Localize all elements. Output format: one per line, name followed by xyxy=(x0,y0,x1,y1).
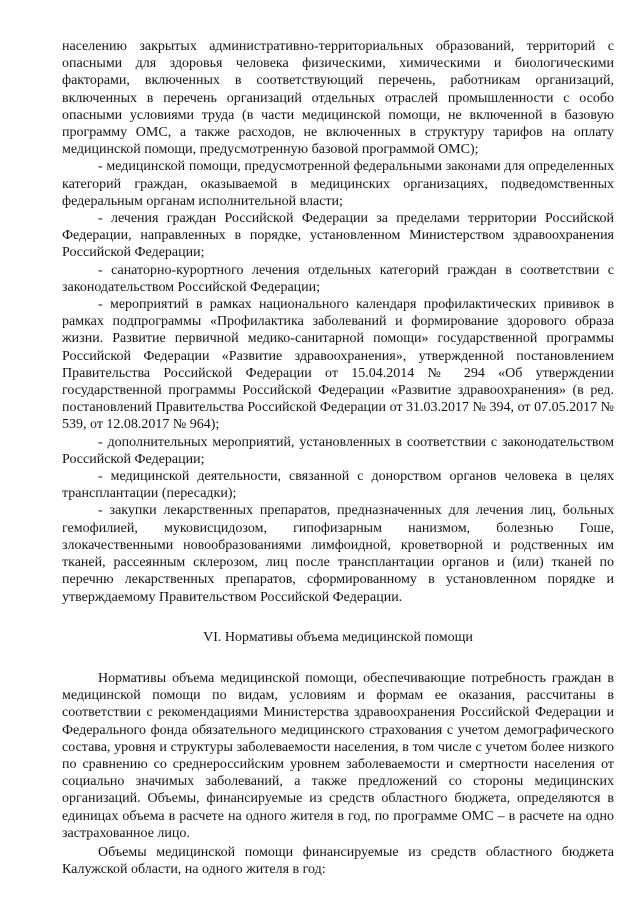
paragraph-organ-donation: - медицинской деятельности, связанной с донорством органов человека в целях трансплантации (пересадки); xyxy=(62,469,614,502)
document-page xyxy=(62,38,614,878)
paragraph-drug-procurement: - закупки лекарственных препаратов, предназначенных для лечения лиц, больных гемофилией, муковисцидозом, гипофизарным нанизмом, болезнью Гоше, злокачественными новообразованиями лимфоидной, кроветворной и родственных им тканей, рассеянным склерозом, лиц после трансплантации органов и (или) тканей по перечню лекарственных препаратов, сформированному в установленном порядке и утверждаемому Правительством Российской Федерации. xyxy=(62,503,614,605)
paragraph-closed-territories: населению закрытых административно-территориальных образований, территорий с опасными для здоровья человека физическими, химическими и биологическими факторами, включенных в соответствующий перечень, работникам организаций, включенных в перечень организаций отдельных отраслей промышленности с особо опасными условиями труда (в части медицинской помощи, не включенной в базовую программу ОМС, а также расходов, не включенных в структуру тарифов на оплату медицинской помощи, предусмотренную базовой программой ОМС); xyxy=(62,39,614,158)
paragraph-federal-laws: - медицинской помощи, предусмотренной федеральными законами для определенных категорий граждан, оказываемой в медицинских организациях, подведомственных федеральным органам исполнительной власти; xyxy=(62,159,614,209)
paragraph-vaccination: - мероприятий в рамках национального календаря профилактических прививок в рамках подпрограммы «Профилактика заболеваний и формирование здорового образа жизни. Развитие первичной медико-санитарной помощи» государственной программы Российской Федерации «Развитие здравоохранения», утвержденной постановлением Правительства Российской Федерации от 15.04.2014 № 294 «Об утверждении государственной программы Российской Федерации «Развитие здравоохранения» (в ред. постановлений Правительства Российской Федерации от 31.03.2017 № 394, от 07.05.2017 № 539, от 12.08.2017 № 964); xyxy=(62,297,614,433)
paragraph-volumes: Объемы медицинской помощи финансируемые из средств областного бюджета Калужской области, на одного жителя в год: xyxy=(62,844,614,878)
section-heading: VI. Нормативы объема медицинской помощи xyxy=(203,629,473,645)
paragraph-norms: Нормативы объема медицинской помощи, обеспечивающие потребность граждан в медицинской помощи по видам, условиям и формам ее оказания, рассчитаны в соответствии с рекомендациями Министерства здравоохранения Российской Федерации и Федерального фонда обязательного медицинского страхования с учетом демографического состава, уровня и структуры заболеваемости населения, в том числе с учетом более низкого по сравнению со среднероссийским уровнем заболеваемости и смертности населения от социально значимых заболеваний, а также предложений со стороны медицинских организаций. Объемы, финансируемые из средств областного бюджета, определяются в единицах объема в расчете на одного жителя в год, по программе ОМС – в расчете на одно застрахованное лицо. xyxy=(62,670,614,841)
paragraph-sanatorium: - санаторно-курортного лечения отдельных категорий граждан в соответствии с законодательством Российской Федерации; xyxy=(62,262,614,295)
paragraph-additional-measures: - дополнительных мероприятий, установленных в соответствии с законодательством Российской Федерации; xyxy=(62,434,614,467)
paragraph-treatment-abroad: - лечения граждан Российской Федерации за пределами территории Российской Федерации, направленных в порядке, установленном Министерством здравоохранения Российской Федерации; xyxy=(62,211,614,261)
